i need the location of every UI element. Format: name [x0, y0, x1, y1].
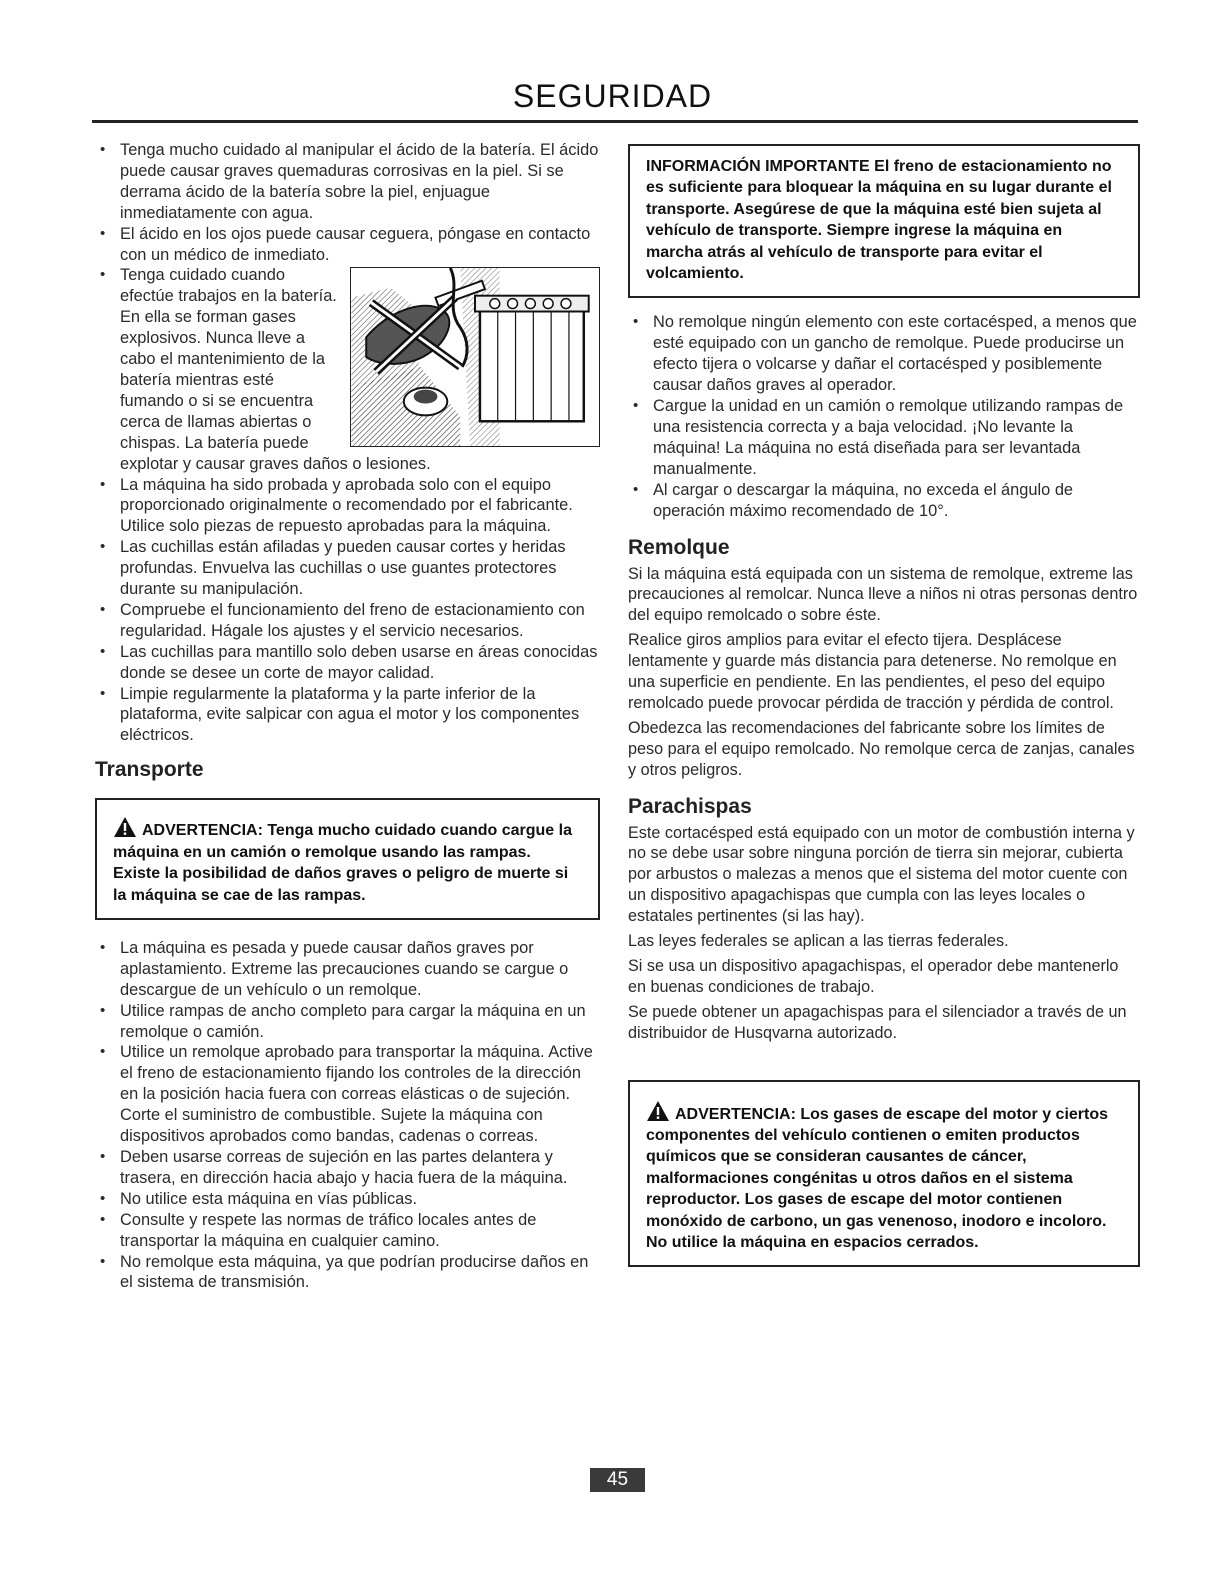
left-column — [95, 140, 600, 1293]
list-item: • Utilice un remolque aprobado para transportar la máquina. Active el freno de estacionamiento fijando los controles de la dirección en la posición hacia fuera con correas elásticas o de sujeción. Corte el suministro de combustible. Sujete la máquina con dispositivos aprobados como bandas, cadenas o correas. — [95, 1042, 600, 1147]
safety-list-rest — [95, 475, 600, 747]
list-item: • Limpie regularmente la plataforma y la parte inferior de la plataforma, evite salpicar con agua el motor y los componentes eléctricos. — [95, 684, 600, 747]
list-item: • Las cuchillas están afiladas y pueden causar cortes y heridas profundas. Envuelva las cuchillas o use guantes protectores durante su manipulación. — [95, 537, 600, 600]
list-item: • Tenga mucho cuidado al manipular el ácido de la batería. El ácido puede causar graves quemaduras corrosivas en la piel. Si se derrama ácido de la batería sobre la piel, enjuague inmediatamente con agua. — [95, 140, 600, 224]
list-item: • No remolque esta máquina, ya que podrían producirse daños en el sistema de transmisión. — [95, 1252, 600, 1294]
parachispas-paragraph: Se puede obtener un apagachispas para el silenciador a través de un distribuidor de Husqvarna autorizado. — [628, 1002, 1127, 1042]
warning-label: ADVERTENCIA: — [142, 822, 263, 840]
important-info-box — [628, 144, 1140, 298]
list-item: • Cargue la unidad en un camión o remolque utilizando rampas de una resistencia correcta y a baja velocidad. ¡No levante la máquina! La máquina no está diseñada para ser levantada manualmente. — [628, 396, 1140, 480]
list-item: • Las cuchillas para mantillo solo deben usarse en áreas conocidas donde se desee un corte de mayor calidad. — [95, 642, 600, 684]
page-title: SEGURIDAD — [512, 78, 713, 114]
list-item: • No utilice esta máquina en vías públicas. — [95, 1189, 600, 1210]
list-item: • Utilice rampas de ancho completo para cargar la máquina en un remolque o camión. — [95, 1001, 600, 1043]
parachispas-paragraph: Este cortacésped está equipado con un motor de combustión interna y no se debe usar sobre ninguna porción de tierra sin mejorar, cubierta por arbustos o malezas a menos que el sistema del motor cuente con un dispositivo apagachispas que cumpla con las leyes locales o estatales pertinentes (si las hay). — [628, 823, 1135, 926]
remolque-paragraph: Si la máquina está equipada con un sistema de remolque, extreme las precauciones al remolcar. Nunca lleve a niños ni otras personas dentro del equipo remolcado o sobre éste. — [628, 564, 1138, 625]
list-item: • Al cargar o descargar la máquina, no exceda el ángulo de operación máximo recomendado de 10°. — [628, 480, 1140, 522]
battery-section — [95, 265, 600, 474]
right-column — [628, 140, 1140, 1267]
info-label: INFORMACIÓN IMPORTANTE — [646, 158, 870, 175]
info-text: El freno de estacionamiento no es suficiente para bloquear la máquina en su lugar durante el transporte. Asegúrese de que la máquina esté bien sujeta al vehículo de transporte. Siempre ingrese la máquina en marcha atrás al vehículo de transporte para evitar el volcamiento. — [646, 158, 1112, 283]
list-item: • Consulte y respete las normas de tráfico locales antes de transportar la máquina en cualquier camino. — [95, 1210, 600, 1252]
parachispas-paragraph: Si se usa un dispositivo apagachispas, el operador debe mantenerlo en buenas condiciones de trabajo. — [628, 957, 1119, 996]
transporte-heading: Transporte — [95, 758, 204, 782]
warning-text: Los gases de escape del motor y ciertos componentes del vehículo contienen o emiten productos químicos que se consideran causantes de cáncer, malformaciones congénitas u otros daños en el sistema reproductor. Los gases de escape del motor contienen monóxido de carbono, un gas venenoso, inodoro e incoloro. No utilice la máquina en espacios cerrados. — [646, 1105, 1109, 1252]
exhaust-warning-box — [628, 1080, 1140, 1268]
loading-list — [628, 312, 1140, 521]
parachispas-paragraph: Las leyes federales se aplican a las tierras federales. — [628, 932, 1009, 951]
list-item: • Tenga cuidado cuando efectúe trabajos en la batería. En ella se forman gases explosivos. Nunca lleve a cabo el mantenimiento de la batería mientras esté fumando o si se encuentra cerca de llamas abiertas o chispas. La batería puede explotar y causar graves daños o lesiones. — [95, 265, 600, 474]
remolque-paragraph: Realice giros amplios para evitar el efecto tijera. Desplácese lentamente y guarde más distancia para detenerse. No remolque en una superficie en pendiente. En las pendientes, el peso del equipo remolcado puede provocar pérdida de tracción y pérdida de control. — [628, 631, 1117, 712]
safety-list-top — [95, 140, 600, 265]
list-item: • El ácido en los ojos puede causar ceguera, póngase en contacto con un médico de inmediato. — [95, 224, 600, 266]
remolque-heading: Remolque — [628, 535, 730, 559]
list-item: • Deben usarse correas de sujeción en las partes delantera y trasera, en dirección hacia abajo y hacia fuera de la máquina. — [95, 1147, 600, 1189]
list-item: • Compruebe el funcionamiento del freno de estacionamiento con regularidad. Hágale los ajustes y el servicio necesarios. — [95, 600, 600, 642]
list-item: • No remolque ningún elemento con este cortacésped, a menos que esté equipado con un gancho de remolque. Puede producirse un efecto tijera o volcarse y dañar el cortacésped y posiblemente causar daños graves al operador. — [628, 312, 1140, 396]
warning-triangle-icon — [646, 1100, 670, 1122]
warning-text: Tenga mucho cuidado cuando cargue la máquina en un camión o remolque usando las rampas. Existe la posibilidad de daños graves o peligro de muerte si la máquina se cae de las rampas. — [113, 822, 572, 904]
title-divider — [92, 120, 1138, 123]
list-item: • La máquina ha sido probada y aprobada solo con el equipo proporcionado originalmente o recomendado por el fabricante. Utilice solo piezas de repuesto aprobadas para la máquina. — [95, 475, 600, 538]
list-item: • La máquina es pesada y puede causar daños graves por aplastamiento. Extreme las precauciones cuando se cargue o descargue de un vehículo o un remolque. — [95, 938, 600, 1001]
parachispas-heading: Parachispas — [628, 794, 752, 818]
page-number: 45 — [590, 1468, 645, 1492]
remolque-paragraph: Obedezca las recomendaciones del fabricante sobre los límites de peso para el equipo remolcado. No remolque cerca de zanjas, canales y otros peligros. — [628, 718, 1135, 779]
transport-list — [95, 938, 600, 1293]
warning-label: ADVERTENCIA: — [675, 1105, 796, 1123]
warning-triangle-icon — [113, 816, 137, 838]
transport-warning-box — [95, 798, 600, 920]
